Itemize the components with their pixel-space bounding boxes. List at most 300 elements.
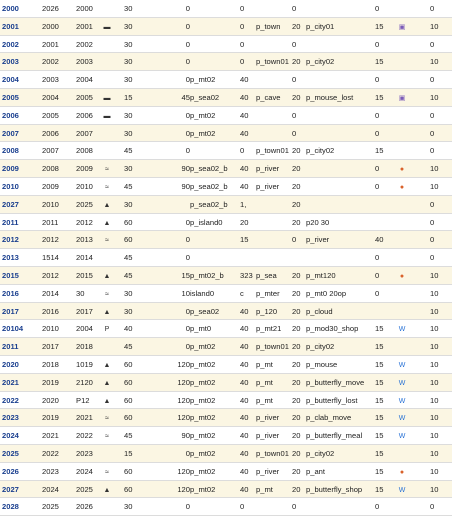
table-cell: 2000	[42, 21, 59, 31]
table-cell: 0	[430, 502, 435, 512]
table-cell: p_island0	[190, 217, 223, 227]
crab-icon: ●	[399, 166, 405, 174]
table-cell: 0	[185, 4, 190, 13]
table-cell: 10	[430, 413, 439, 423]
table-cell: 0	[185, 39, 190, 49]
table-cell: p_city02	[306, 57, 335, 67]
row-id-cell: 2010	[2, 182, 19, 191]
table-cell: 20	[292, 324, 301, 334]
table-cell: 15	[124, 449, 133, 458]
table-row[interactable]	[0, 409, 452, 427]
table-row[interactable]	[0, 89, 452, 107]
table-cell: 15	[375, 146, 384, 156]
table-cell	[306, 196, 372, 214]
table-cell: 10	[430, 21, 439, 31]
table-cell: 40	[240, 306, 249, 316]
table-cell: 2014	[42, 288, 59, 298]
icon-cell	[101, 0, 113, 18]
table-cell: 0	[240, 4, 245, 13]
table-cell: 10	[430, 431, 439, 441]
table-cell: 120	[177, 360, 190, 369]
table-cell: 10	[430, 182, 439, 191]
icon-cell	[101, 249, 113, 267]
table-row[interactable]	[0, 53, 452, 71]
table-cell: 2010	[42, 199, 59, 209]
row-id-cell: 2026	[2, 466, 19, 476]
table-cell: 20	[292, 377, 301, 387]
table-cell: 0	[375, 253, 380, 263]
table-cell: 1,	[240, 199, 247, 209]
table-row[interactable]	[0, 463, 452, 481]
table-cell: 40	[240, 342, 249, 352]
wave-icon: ≈	[105, 237, 109, 245]
table-cell: 20	[292, 146, 301, 156]
icon-cell	[396, 445, 408, 463]
table-cell: p_city02	[306, 342, 335, 352]
row-id-cell: 2024	[2, 431, 19, 441]
table-cell: 15	[375, 21, 384, 31]
wave-icon: ≈	[105, 166, 109, 174]
table-cell: 0	[185, 235, 190, 245]
table-row[interactable]	[0, 374, 452, 392]
table-cell	[190, 36, 240, 54]
row-id-cell: 2022	[2, 395, 19, 405]
table-cell: p_sea02	[190, 306, 220, 316]
table-cell: p_mt02	[190, 449, 216, 458]
table-cell: 0	[375, 288, 380, 298]
mountain-icon: ▲	[103, 486, 111, 494]
table-cell: 40	[240, 110, 249, 120]
icon-cell	[101, 445, 113, 463]
table-cell: 0	[430, 146, 435, 156]
mountain-icon: ▲	[103, 219, 111, 227]
table-cell: p_clab_move	[306, 413, 352, 423]
table-cell: 40	[240, 182, 249, 191]
table-cell: p_mt	[256, 377, 273, 387]
table-cell: p_city02	[306, 146, 335, 156]
table-cell: 0	[375, 4, 380, 13]
table-cell: 40	[240, 466, 249, 476]
table-cell: 15	[375, 377, 384, 387]
table-cell: 2001	[42, 39, 59, 49]
table-cell: 0	[240, 57, 245, 67]
table-cell: 10	[430, 57, 439, 67]
table-cell: 0	[185, 342, 190, 352]
table-cell: 2025	[76, 199, 93, 209]
table-cell: 2011	[42, 217, 59, 227]
table-cell	[306, 125, 372, 143]
table-cell: 2026	[42, 4, 59, 13]
table-cell: p_river	[256, 413, 280, 423]
table-cell: 30	[124, 39, 133, 49]
table-cell: 20	[292, 93, 301, 102]
table-cell: 20	[240, 217, 249, 227]
table-row[interactable]	[0, 303, 452, 321]
icon-cell	[396, 498, 408, 516]
table-cell	[190, 231, 240, 249]
table-cell: 0	[292, 39, 297, 49]
table-cell: 10	[430, 466, 439, 476]
table-cell: p_butterfly_meal	[306, 431, 363, 441]
table-cell: 60	[124, 395, 133, 405]
table-cell: 0	[292, 75, 297, 85]
icon-cell	[101, 338, 113, 356]
table-row[interactable]	[0, 71, 452, 89]
icon-cell	[396, 36, 408, 54]
crab-icon: ●	[399, 273, 405, 280]
table-cell: 10	[430, 377, 439, 387]
table-cell: 2008	[42, 164, 59, 174]
table-cell: 40	[240, 395, 249, 405]
table-cell: 0	[375, 271, 380, 280]
table-cell: 40	[240, 377, 249, 387]
table-cell: P12	[76, 395, 90, 405]
table-cell: 10	[430, 306, 439, 316]
castle-icon: ▣	[398, 23, 406, 31]
table-cell: 30	[124, 502, 133, 512]
row-id-cell: 2008	[2, 146, 19, 156]
table-cell: 30	[124, 164, 133, 174]
table-cell: 0	[375, 75, 380, 85]
table-cell	[306, 249, 372, 267]
table-cell: 20	[292, 182, 301, 191]
butterfly-icon: W	[398, 433, 406, 441]
table-row[interactable]	[0, 320, 452, 338]
table-cell: 40	[124, 324, 133, 334]
table-cell: 10	[430, 164, 439, 174]
table-cell: 0	[292, 110, 297, 120]
table-cell: 20	[292, 288, 301, 298]
row-id-cell: 2004	[2, 75, 19, 85]
table-cell: 2019	[42, 413, 59, 423]
table-cell: 20	[292, 21, 301, 31]
table-cell: p_mouse_lost	[306, 93, 354, 102]
table-cell: 15	[375, 449, 384, 458]
table-cell	[190, 0, 240, 18]
table-cell: 45	[124, 342, 133, 352]
table-row[interactable]	[0, 160, 452, 178]
table-cell	[306, 107, 372, 125]
table-cell: 2009	[76, 164, 93, 174]
row-id-cell: 2027	[2, 484, 19, 494]
table-cell: 20	[292, 395, 301, 405]
icon-cell	[101, 498, 113, 516]
table-cell: 0	[240, 39, 245, 49]
butterfly-icon: W	[398, 486, 406, 494]
table-cell: p_mt02	[190, 413, 216, 423]
table-cell: 2024	[42, 484, 59, 494]
stone-icon: ▬	[103, 23, 111, 31]
table-cell: p_city01	[306, 21, 335, 31]
row-id-cell: 2011	[2, 217, 19, 227]
table-row[interactable]	[0, 392, 452, 410]
table-cell: 2025	[42, 502, 59, 512]
table-cell: 0	[185, 253, 190, 263]
table-cell: 90	[181, 164, 190, 174]
table-cell: 0	[430, 217, 435, 227]
table-cell: 0	[240, 21, 245, 31]
row-id-cell: 2002	[2, 39, 19, 49]
table-cell: 0	[185, 75, 190, 85]
butterfly-icon: W	[398, 362, 406, 369]
row-id-cell: 2021	[2, 377, 19, 387]
table-cell: 0	[375, 182, 380, 191]
table-cell: 0	[185, 57, 190, 67]
table-cell: p_mt02	[190, 128, 216, 138]
table-row[interactable]	[0, 285, 452, 303]
icon-cell	[101, 53, 113, 71]
row-id-cell: 2015	[2, 271, 19, 280]
table-cell: 2001	[76, 21, 93, 31]
table-row[interactable]	[0, 0, 452, 18]
table-cell: p_sea	[256, 271, 277, 280]
table-cell: p_mt02	[190, 466, 216, 476]
table-cell	[306, 160, 372, 178]
table-cell: 45	[124, 182, 133, 191]
table-cell: 2018	[76, 342, 93, 352]
table-cell: 40	[240, 128, 249, 138]
row-id-cell: 2023	[2, 413, 19, 423]
table-cell: 2006	[42, 128, 59, 138]
table-row[interactable]	[0, 196, 452, 214]
table-cell	[375, 303, 391, 321]
table-cell: p_town01	[256, 342, 289, 352]
table-cell	[306, 498, 372, 516]
table-row[interactable]	[0, 338, 452, 356]
table-cell: 1019	[76, 360, 93, 369]
table-cell: 2024	[76, 466, 93, 476]
p-marker-icon: P	[104, 326, 110, 334]
table-cell: 20	[292, 164, 301, 174]
icon-cell	[101, 71, 113, 89]
row-id-cell: 2003	[2, 57, 19, 67]
table-cell: 30	[124, 4, 133, 13]
table-cell: 15	[375, 466, 384, 476]
table-cell: 2120	[76, 377, 93, 387]
table-cell: p_river	[256, 182, 280, 191]
table-cell: 20	[292, 360, 301, 369]
table-row[interactable]	[0, 267, 452, 285]
table-cell: 60	[124, 360, 133, 369]
table-cell: p_city02	[306, 449, 335, 458]
table-cell: 120	[177, 466, 190, 476]
table-cell: island0	[190, 288, 215, 298]
mountain-icon: ▲	[103, 379, 111, 387]
table-cell: 15	[375, 360, 384, 369]
table-cell: p_mt	[256, 360, 273, 369]
table-cell: 40	[240, 413, 249, 423]
table-cell: 60	[124, 484, 133, 494]
table-cell: 0	[375, 164, 380, 174]
table-cell: 0	[185, 110, 190, 120]
table-cell: p_town	[256, 21, 281, 31]
table-cell: 0	[185, 21, 190, 31]
table-cell: 40	[240, 324, 249, 334]
table-cell	[190, 142, 240, 160]
table-cell: 30	[76, 288, 85, 298]
row-id-cell: 2011	[2, 342, 19, 352]
table-cell: 20	[292, 57, 301, 67]
table-cell: 0	[375, 128, 380, 138]
table-row[interactable]	[0, 481, 452, 499]
table-row[interactable]	[0, 18, 452, 36]
table-cell: 2017	[76, 306, 93, 316]
table-cell: 15	[375, 395, 384, 405]
table-cell: 0	[430, 4, 435, 13]
table-cell: 10	[430, 93, 439, 102]
table-cell: 120	[177, 413, 190, 423]
table-cell: p_town01	[256, 449, 289, 458]
icon-cell	[396, 107, 408, 125]
table-cell: 10	[430, 342, 439, 352]
table-cell: 0	[375, 110, 380, 120]
icon-cell	[396, 125, 408, 143]
mountain-icon: ▲	[103, 201, 111, 209]
table-cell: 20	[292, 466, 301, 476]
table-cell: 30	[124, 199, 133, 209]
table-cell: 120	[177, 377, 190, 387]
table-cell: 15	[375, 57, 384, 67]
table-cell: p_river	[256, 466, 280, 476]
table-cell: p_sea02_b	[190, 199, 228, 209]
table-cell: p_town01	[256, 57, 289, 67]
table-cell: 120	[177, 484, 190, 494]
table-cell: 2013	[76, 235, 93, 245]
table-cell: 2026	[76, 502, 93, 512]
table-cell: 30	[124, 21, 133, 31]
row-id-cell: 2017	[2, 306, 19, 316]
table-cell	[306, 178, 372, 196]
table-row[interactable]	[0, 125, 452, 143]
table-cell: p_sea02_b	[190, 182, 228, 191]
table-cell: 40	[240, 484, 249, 494]
table-cell: 0	[292, 235, 297, 245]
table-cell: 0	[185, 306, 190, 316]
table-cell: p_mt02	[190, 431, 216, 441]
table-cell: p_town01	[256, 146, 289, 156]
table-cell: 10	[430, 324, 439, 334]
table-row[interactable]	[0, 107, 452, 125]
table-cell: 15	[181, 271, 190, 280]
row-id-cell: 20104	[2, 324, 24, 334]
table-cell	[375, 196, 391, 214]
table-cell: 60	[124, 466, 133, 476]
icon-cell	[396, 214, 408, 232]
table-cell: 2007	[42, 146, 59, 156]
table-cell: 0	[240, 146, 245, 156]
table-cell: 2010	[42, 324, 59, 334]
icon-cell	[396, 196, 408, 214]
table-cell: 10	[430, 360, 439, 369]
table-row[interactable]	[0, 427, 452, 445]
table-cell	[190, 18, 240, 36]
table-cell: 2004	[76, 75, 93, 85]
table-cell	[306, 36, 372, 54]
table-row[interactable]	[0, 498, 452, 516]
table-cell: 45	[124, 253, 133, 263]
row-id-cell: 2009	[2, 164, 19, 174]
row-id-cell: 2001	[2, 21, 19, 31]
table-cell: p_mt	[256, 484, 273, 494]
table-cell: 20	[292, 342, 301, 352]
icon-cell	[396, 249, 408, 267]
butterfly-icon: W	[398, 415, 406, 423]
table-row[interactable]	[0, 231, 452, 249]
table-cell: 20	[292, 431, 301, 441]
table-cell: 15	[375, 484, 384, 494]
table-cell: p_butterfly_lost	[306, 395, 358, 405]
table-cell: 2006	[76, 110, 93, 120]
table-cell: 20	[292, 271, 301, 280]
table-row[interactable]	[0, 36, 452, 54]
icon-cell	[101, 36, 113, 54]
table-cell: 2002	[42, 57, 59, 67]
table-cell: p_mt0 20op	[306, 288, 347, 298]
table-cell: 15	[124, 93, 133, 102]
table-cell: 30	[124, 110, 133, 120]
table-row[interactable]	[0, 178, 452, 196]
wave-icon: ≈	[105, 415, 109, 423]
butterfly-icon: W	[398, 397, 406, 405]
table-row[interactable]	[0, 445, 452, 463]
table-cell: 40	[240, 360, 249, 369]
table-cell: 0	[430, 75, 435, 85]
table-cell: 15	[375, 431, 384, 441]
table-cell: p_cloud	[306, 306, 333, 316]
table-row[interactable]	[0, 214, 452, 232]
table-cell: 2017	[42, 342, 59, 352]
table-cell: p_mt21	[256, 324, 282, 334]
table-cell: 120	[177, 395, 190, 405]
row-id-cell: 2027	[2, 199, 19, 209]
table-cell: p_mt02	[190, 110, 216, 120]
table-cell: 90	[181, 431, 190, 441]
table-row[interactable]	[0, 142, 452, 160]
table-cell: 10	[430, 271, 439, 280]
butterfly-icon: W	[398, 326, 406, 334]
table-cell: 0	[375, 39, 380, 49]
row-id-cell: 2013	[2, 253, 19, 263]
table-cell: p_mter	[256, 288, 280, 298]
table-cell: 2003	[76, 57, 93, 67]
table-cell: 2005	[76, 93, 93, 102]
icon-cell	[396, 53, 408, 71]
icon-cell	[396, 142, 408, 160]
row-id-cell: 2012	[2, 235, 19, 245]
icon-cell	[396, 285, 408, 303]
table-row[interactable]	[0, 356, 452, 374]
stone-icon: ▬	[103, 112, 111, 120]
table-cell: 2012	[42, 271, 59, 280]
table-cell: 15	[375, 93, 384, 102]
table-cell: 30	[124, 75, 133, 85]
table-cell	[306, 0, 372, 18]
table-cell: p_butterfly_shop	[306, 484, 363, 494]
table-cell: p_mouse	[306, 360, 338, 369]
table-row[interactable]	[0, 249, 452, 267]
table-cell: 90	[181, 182, 190, 191]
table-cell: 15	[375, 413, 384, 423]
table-cell: 10	[430, 288, 439, 298]
table-cell	[375, 214, 391, 232]
table-cell: 2004	[42, 93, 59, 102]
table-cell: p_mt02	[190, 342, 216, 352]
table-cell: 2016	[42, 306, 59, 316]
table-cell: 0	[240, 502, 245, 512]
table-cell: 2002	[76, 39, 93, 49]
mountain-icon: ▲	[103, 397, 111, 405]
table-cell: 2018	[42, 360, 59, 369]
